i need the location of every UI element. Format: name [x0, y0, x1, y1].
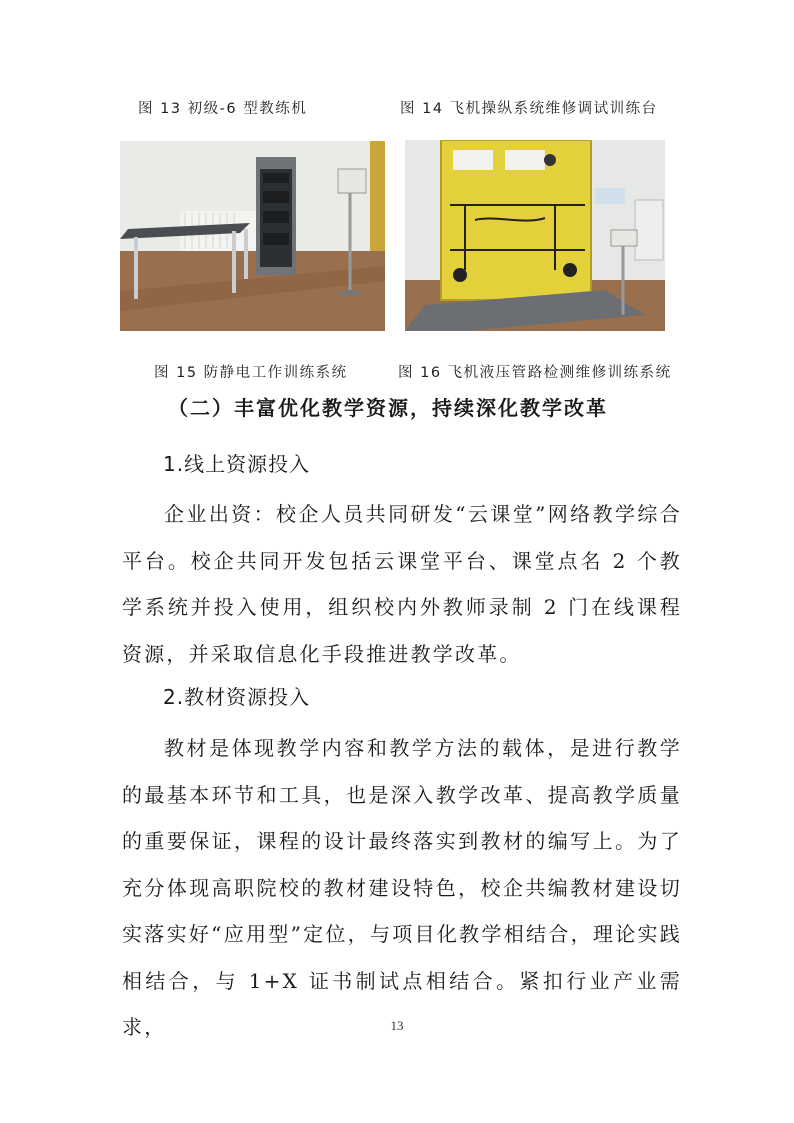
figure-15-photo: [120, 141, 385, 331]
section-title: （二）丰富优化教学资源，持续深化教学改革: [168, 396, 608, 420]
figure-13-caption: 图 13 初级-6 型教练机: [138, 101, 308, 117]
figure-14-caption: 图 14 飞机操纵系统维修调试训练台: [400, 101, 658, 117]
figure-16-caption: 图 16 飞机液压管路检测维修训练系统: [398, 365, 672, 381]
subsection-2-paragraph: 教材是体现教学内容和教学方法的载体，是进行教学的最基本环节和工具，也是深入教学改革、提高教学质量的重要保证，课程的设计最终落实到教材的编写上。为了充分体现高职院校的教材建设特色，校企共编教材建设切实落实好“应用型”定位，与项目化教学相结合，理论实践相结合，与 1+X 证书制试点相结合。紧扣行业产业需求，: [122, 736, 682, 1039]
figure-15-caption: 图 15 防静电工作训练系统: [154, 365, 348, 381]
subsection-2-heading: 2.教材资源投入: [163, 685, 311, 709]
page-number: 13: [390, 1018, 404, 1033]
figure-16-photo: [405, 140, 665, 331]
subsection-1-heading: 1.线上资源投入: [163, 452, 311, 476]
subsection-1-paragraph: 企业出资：校企人员共同研发“云课堂”网络教学综合平台。校企共同开发包括云课堂平台、课堂点名 2 个教学系统并投入使用，组织校内外教师录制 2 门在线课程资源，并采取信息化手段推进教学改革。: [122, 502, 682, 666]
